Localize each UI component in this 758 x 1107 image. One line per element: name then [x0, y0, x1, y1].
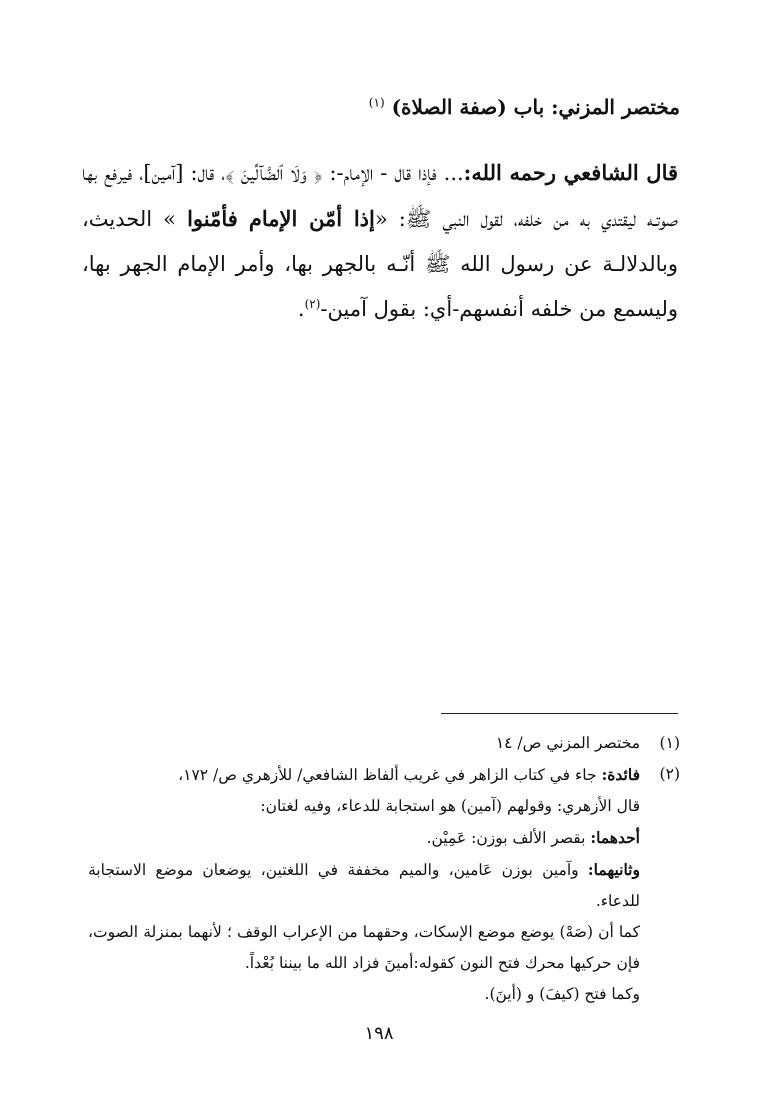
footnote-2-line-4: [88, 854, 680, 917]
footnote-2-line-3: [88, 822, 680, 854]
page-header: [78, 95, 680, 119]
text-line-3: » الحديث، وبالدلالـة عن رسول الله ﷺ أنّـه بالجهر بها، وأمر الإمام: [82, 207, 678, 276]
body-footnote-ref: (٢): [304, 297, 321, 311]
footnote-2: [88, 759, 680, 791]
page-number: ١٩٨: [364, 1023, 394, 1044]
text-end: .: [297, 297, 305, 321]
hadith-bold-2: فأمّنوا: [187, 206, 238, 231]
footnote-2-line-5: كما أن (صَهْ) يوضع موضع الإسكات، وحقهما من الإعراب الوقف ؛ لأنهما بمنزلة الصوت، فإن حركيها محرك فتح النون كقوله:أمينَ فزاد الله ما بيننا بُعْداً.: [88, 923, 640, 972]
footnote-number: (١): [659, 734, 680, 752]
hadith-bold-1: إذا أمّن الإمام: [248, 206, 375, 231]
footnote-label: فائدة:: [601, 765, 640, 784]
footnote-text: مختصر المزني ص/ ١٤: [495, 734, 640, 752]
text-line-2: [آمين]، فيرفع بها صوتـه ليقتدي به من خلفه، لقول النبي ﷺ: «: [82, 161, 678, 231]
footnote-divider: [441, 713, 678, 714]
footnote-text: وآمين بوزن عَامين، والميم مخففة في اللغتين، يوضعان موضع الاستجابة للدعاء.: [88, 861, 640, 910]
header-footnote-ref: (١): [368, 95, 385, 110]
footnote-label: وثانيهما:: [587, 860, 640, 879]
footnote-1: [88, 728, 680, 759]
text-line-1: ... فإذا قال - الإمام-: ﴿ وَلَا ٱلضَّآلِّينَ ﴾، قال:: [190, 161, 464, 185]
speaker-bold: قال الشافعي رحمه الله:: [463, 160, 679, 185]
footnote-2-line-6: وكما فتح (كيفَ) و (أينَ).: [484, 985, 640, 1003]
footnote-label: أحدهما:: [590, 828, 640, 847]
footnote-text: بقصر الألف بوزن: عَمِيْن.: [426, 829, 586, 847]
footnote-number: (٢): [659, 765, 680, 783]
text-line-4: الجهر بها، وليسمع من خلفه أنفسهم-أي: بقول آمين-: [82, 252, 678, 321]
header-title: مختصر المزني: باب (صفة الصلاة): [391, 95, 680, 119]
footnotes: [88, 728, 680, 1010]
footnote-text: جاء في كتاب الزاهر في غريب ألفاظ الشافعي/ للأزهري ص/ ١٧٢،: [178, 766, 597, 784]
footnote-2-line-2: قال الأزهري: وقولهم (آمين) هو استجابة للدعاء، وفيه لغتان:: [260, 797, 640, 815]
main-text: [82, 150, 678, 332]
